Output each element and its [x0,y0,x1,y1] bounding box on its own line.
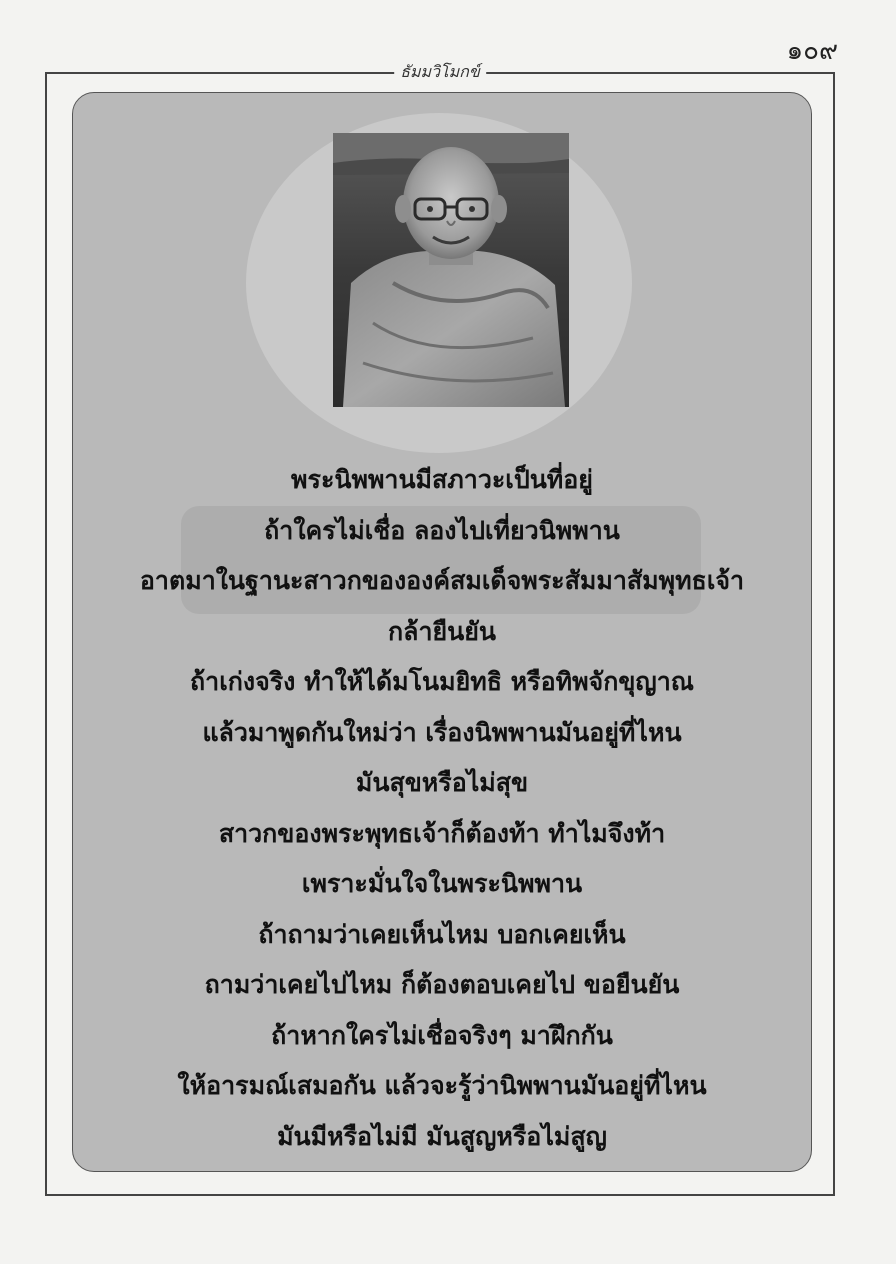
monk-portrait-photo [333,133,569,407]
poem-line: พระนิพพานมีสภาวะเป็นที่อยู่ [291,465,593,494]
running-header: ธัมมวิโมกข์ [394,60,486,85]
poem-line: อาตมาในฐานะสาวกขององค์สมเด็จพระสัมมาสัมพุทธเจ้า [139,566,745,595]
page-number: ๑๐๙ [786,36,838,66]
poem-line: มันสุขหรือไม่สุข [355,768,529,797]
poem-line: เพราะมั่นใจในพระนิพพาน [301,869,583,898]
poem-line: แล้วมาพูดกันใหม่ว่า เรื่องนิพพานมันอยู่ที่ไหน [202,717,682,747]
poem-line: สาวกของพระพุทธเจ้าก็ต้องท้า ทำไมจึงท้า [218,818,666,848]
poem-line: ถ้าหากใครไม่เชื่อจริงๆ มาฝึกกัน [271,1020,613,1050]
poem-text [73,455,811,1162]
portrait-image [333,133,569,407]
poem-line: มันมีหรือไม่มี มันสูญหรือไม่สูญ [277,1121,607,1151]
poem-line: ถามว่าเคยไปไหม ก็ต้องตอบเคยไป ขอยืนยัน [204,970,680,999]
poem-line: ให้อารมณ์เสมอกัน แล้วจะรู้ว่านิพพานมันอยู่ที่ไหน [177,1071,707,1100]
poem-line: ถ้าถามว่าเคยเห็นไหม บอกเคยเห็น [258,919,626,949]
content-panel [72,92,812,1172]
poem-line: กล้ายืนยัน [388,616,496,646]
poem-line: ถ้าใครไม่เชื่อ ลองไปเที่ยวนิพพาน [264,515,620,545]
poem-line: ถ้าเก่งจริง ทำให้ได้มโนมยิทธิ หรือทิพจักขุญาณ [190,667,694,696]
